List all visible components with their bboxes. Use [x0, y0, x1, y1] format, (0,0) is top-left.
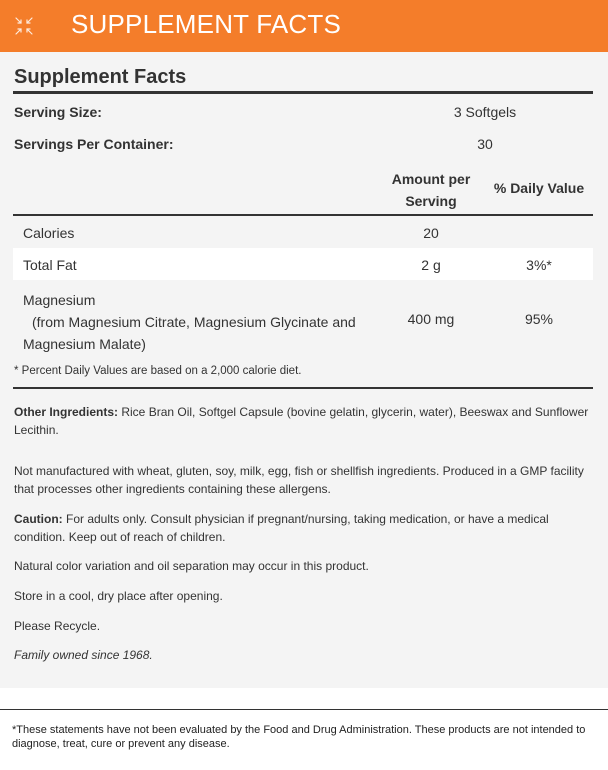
- recycle-note: Please Recycle.: [14, 619, 101, 633]
- section-title: SUPPLEMENT FACTS: [71, 9, 342, 39]
- nutrient-amount: 400 mg: [407, 311, 455, 327]
- caution-statement: [14, 510, 594, 546]
- other-ingredients-text: Rice Bran Oil, Softgel Capsule (bovine gelatin, glycerin, water), Beeswax and Sunflower Lecithin.: [14, 405, 589, 437]
- natural-color-note: Natural color variation and oil separation may occur in this product.: [14, 559, 369, 573]
- serving-size-value: 3 Softgels: [453, 104, 517, 120]
- col-header-amount-line1: Amount per: [391, 171, 471, 187]
- supplement-facts-panel: [0, 52, 608, 688]
- section-header[interactable]: [0, 0, 608, 52]
- allergen-statement: Not manufactured with wheat, gluten, soy, milk, egg, fish or shellfish ingredients. Produced in a GMP facility that processes other ingredients containing these allergens.: [14, 464, 584, 496]
- collapse-icon[interactable]: [14, 16, 34, 36]
- daily-value-footnote: * Percent Daily Values are based on a 2,000 calorie diet.: [14, 365, 302, 377]
- fda-disclaimer: *These statements have not been evaluated by the Food and Drug Administration. These products are not intended to diagnose, treat, cure or prevent any disease.: [12, 724, 586, 750]
- caution-label: Caution:: [14, 512, 63, 526]
- nutrient-name: Magnesium: [23, 292, 96, 308]
- serving-size-label: Serving Size:: [14, 104, 102, 120]
- other-ingredients-label: Other Ingredients:: [14, 405, 119, 419]
- col-header-amount: [380, 168, 482, 212]
- nutrient-amount: 20: [423, 225, 439, 241]
- col-header-amount-line2: Serving: [405, 193, 457, 209]
- family-owned-note: Family owned since 1968.: [14, 648, 153, 662]
- nutrient-source: (from Magnesium Citrate, Magnesium Glycinate and: [32, 314, 356, 330]
- nutrient-name-block: [23, 289, 363, 355]
- other-ingredients: [14, 403, 594, 439]
- nutrient-name: Total Fat: [23, 257, 77, 273]
- nutrient-daily-value: 95%: [524, 311, 554, 327]
- storage-note: Store in a cool, dry place after opening.: [14, 589, 223, 603]
- facts-heading: Supplement Facts: [14, 66, 187, 88]
- servings-per-container-label: Servings Per Container:: [14, 136, 174, 152]
- col-header-daily-value: % Daily Value: [493, 180, 585, 196]
- divider-bottom: [13, 387, 593, 389]
- footer-divider: [0, 709, 608, 710]
- nutrient-name: Calories: [23, 225, 75, 241]
- servings-per-container-value: 30: [477, 136, 493, 152]
- caution-text: For adults only. Consult physician if pregnant/nursing, taking medication, or have a medical condition. Keep out of reach of children.: [14, 512, 549, 544]
- nutrient-daily-value: 3%*: [526, 257, 552, 273]
- divider-thick: [13, 91, 593, 94]
- divider-header: [13, 214, 593, 216]
- nutrient-source-cont: Magnesium Malate): [23, 336, 146, 352]
- nutrient-amount: 2 g: [421, 257, 441, 273]
